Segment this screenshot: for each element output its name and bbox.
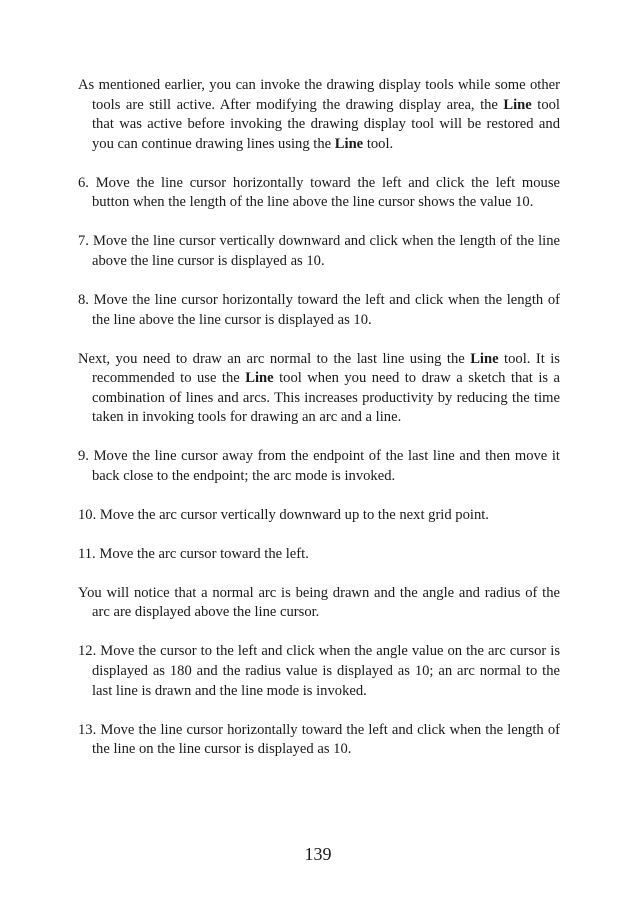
bold-term-line: Line xyxy=(470,350,499,367)
step-13 xyxy=(78,721,560,760)
text-run: tool that was active before invoking the drawing display tool will be restored and you can continue drawing lines using the xyxy=(92,96,560,152)
step-10 xyxy=(78,506,560,526)
text-run: 9. Move the line cursor away from the endpoint of the last line and then move it back close to the endpoint; the arc mode is invoked. xyxy=(78,448,560,484)
text-run: As mentioned earlier, you can invoke the drawing display tools while some other tools are still active. After modifying the drawing display area, the xyxy=(78,77,560,113)
text-run: 13. Move the line cursor horizontally toward the left and click when the length of the line on the line cursor is displayed as 10. xyxy=(78,721,560,758)
step-9 xyxy=(78,447,560,486)
text-run: 10. Move the arc cursor vertically downward up to the next grid point. xyxy=(78,506,489,523)
text-run: 7. Move the line cursor vertically downward and click when the length of the line above the line cursor is displayed as 10. xyxy=(78,233,560,269)
step-7 xyxy=(78,232,560,271)
text-run: You will notice that a normal arc is being drawn and the angle and radius of the arc are displayed above the line cursor. xyxy=(78,584,560,621)
paragraph-normal-arc-note xyxy=(78,584,560,623)
page-body xyxy=(78,76,560,779)
text-run: 6. Move the line cursor horizontally toward the left and click the left mouse button when the length of the line above the line cursor shows the value 10. xyxy=(78,174,560,211)
text-run: 11. Move the arc cursor toward the left. xyxy=(78,545,309,562)
text-run: 8. Move the line cursor horizontally toward the left and click when the length of the line above the line cursor is displayed as 10. xyxy=(78,291,560,328)
step-11 xyxy=(78,545,560,565)
paragraph-line-tool-note xyxy=(78,76,560,154)
step-12 xyxy=(78,642,560,701)
text-run: 12. Move the cursor to the left and click when the angle value on the arc cursor is displayed as 180 and the radius value is displayed as 10; an arc normal to the last line is drawn and the line mode is invoked. xyxy=(78,643,560,699)
step-6 xyxy=(78,174,560,213)
text-run: Next, you need to draw an arc normal to the last line using the xyxy=(78,350,471,367)
bold-term-line: Line xyxy=(334,135,364,152)
step-8 xyxy=(78,291,560,330)
bold-term-line: Line xyxy=(245,370,274,387)
text-run: tool when you need to draw a sketch that is a combination of lines and arcs. This increases productivity by reducing the time taken in invoking tools for drawing an arc and a line. xyxy=(92,370,561,426)
text-run: tool. xyxy=(363,135,394,152)
text-run: tool. It is recommended to use the xyxy=(92,350,560,387)
paragraph-arc-intro xyxy=(78,350,560,428)
bold-term-line: Line xyxy=(503,96,532,113)
page-number: 139 xyxy=(304,844,332,864)
